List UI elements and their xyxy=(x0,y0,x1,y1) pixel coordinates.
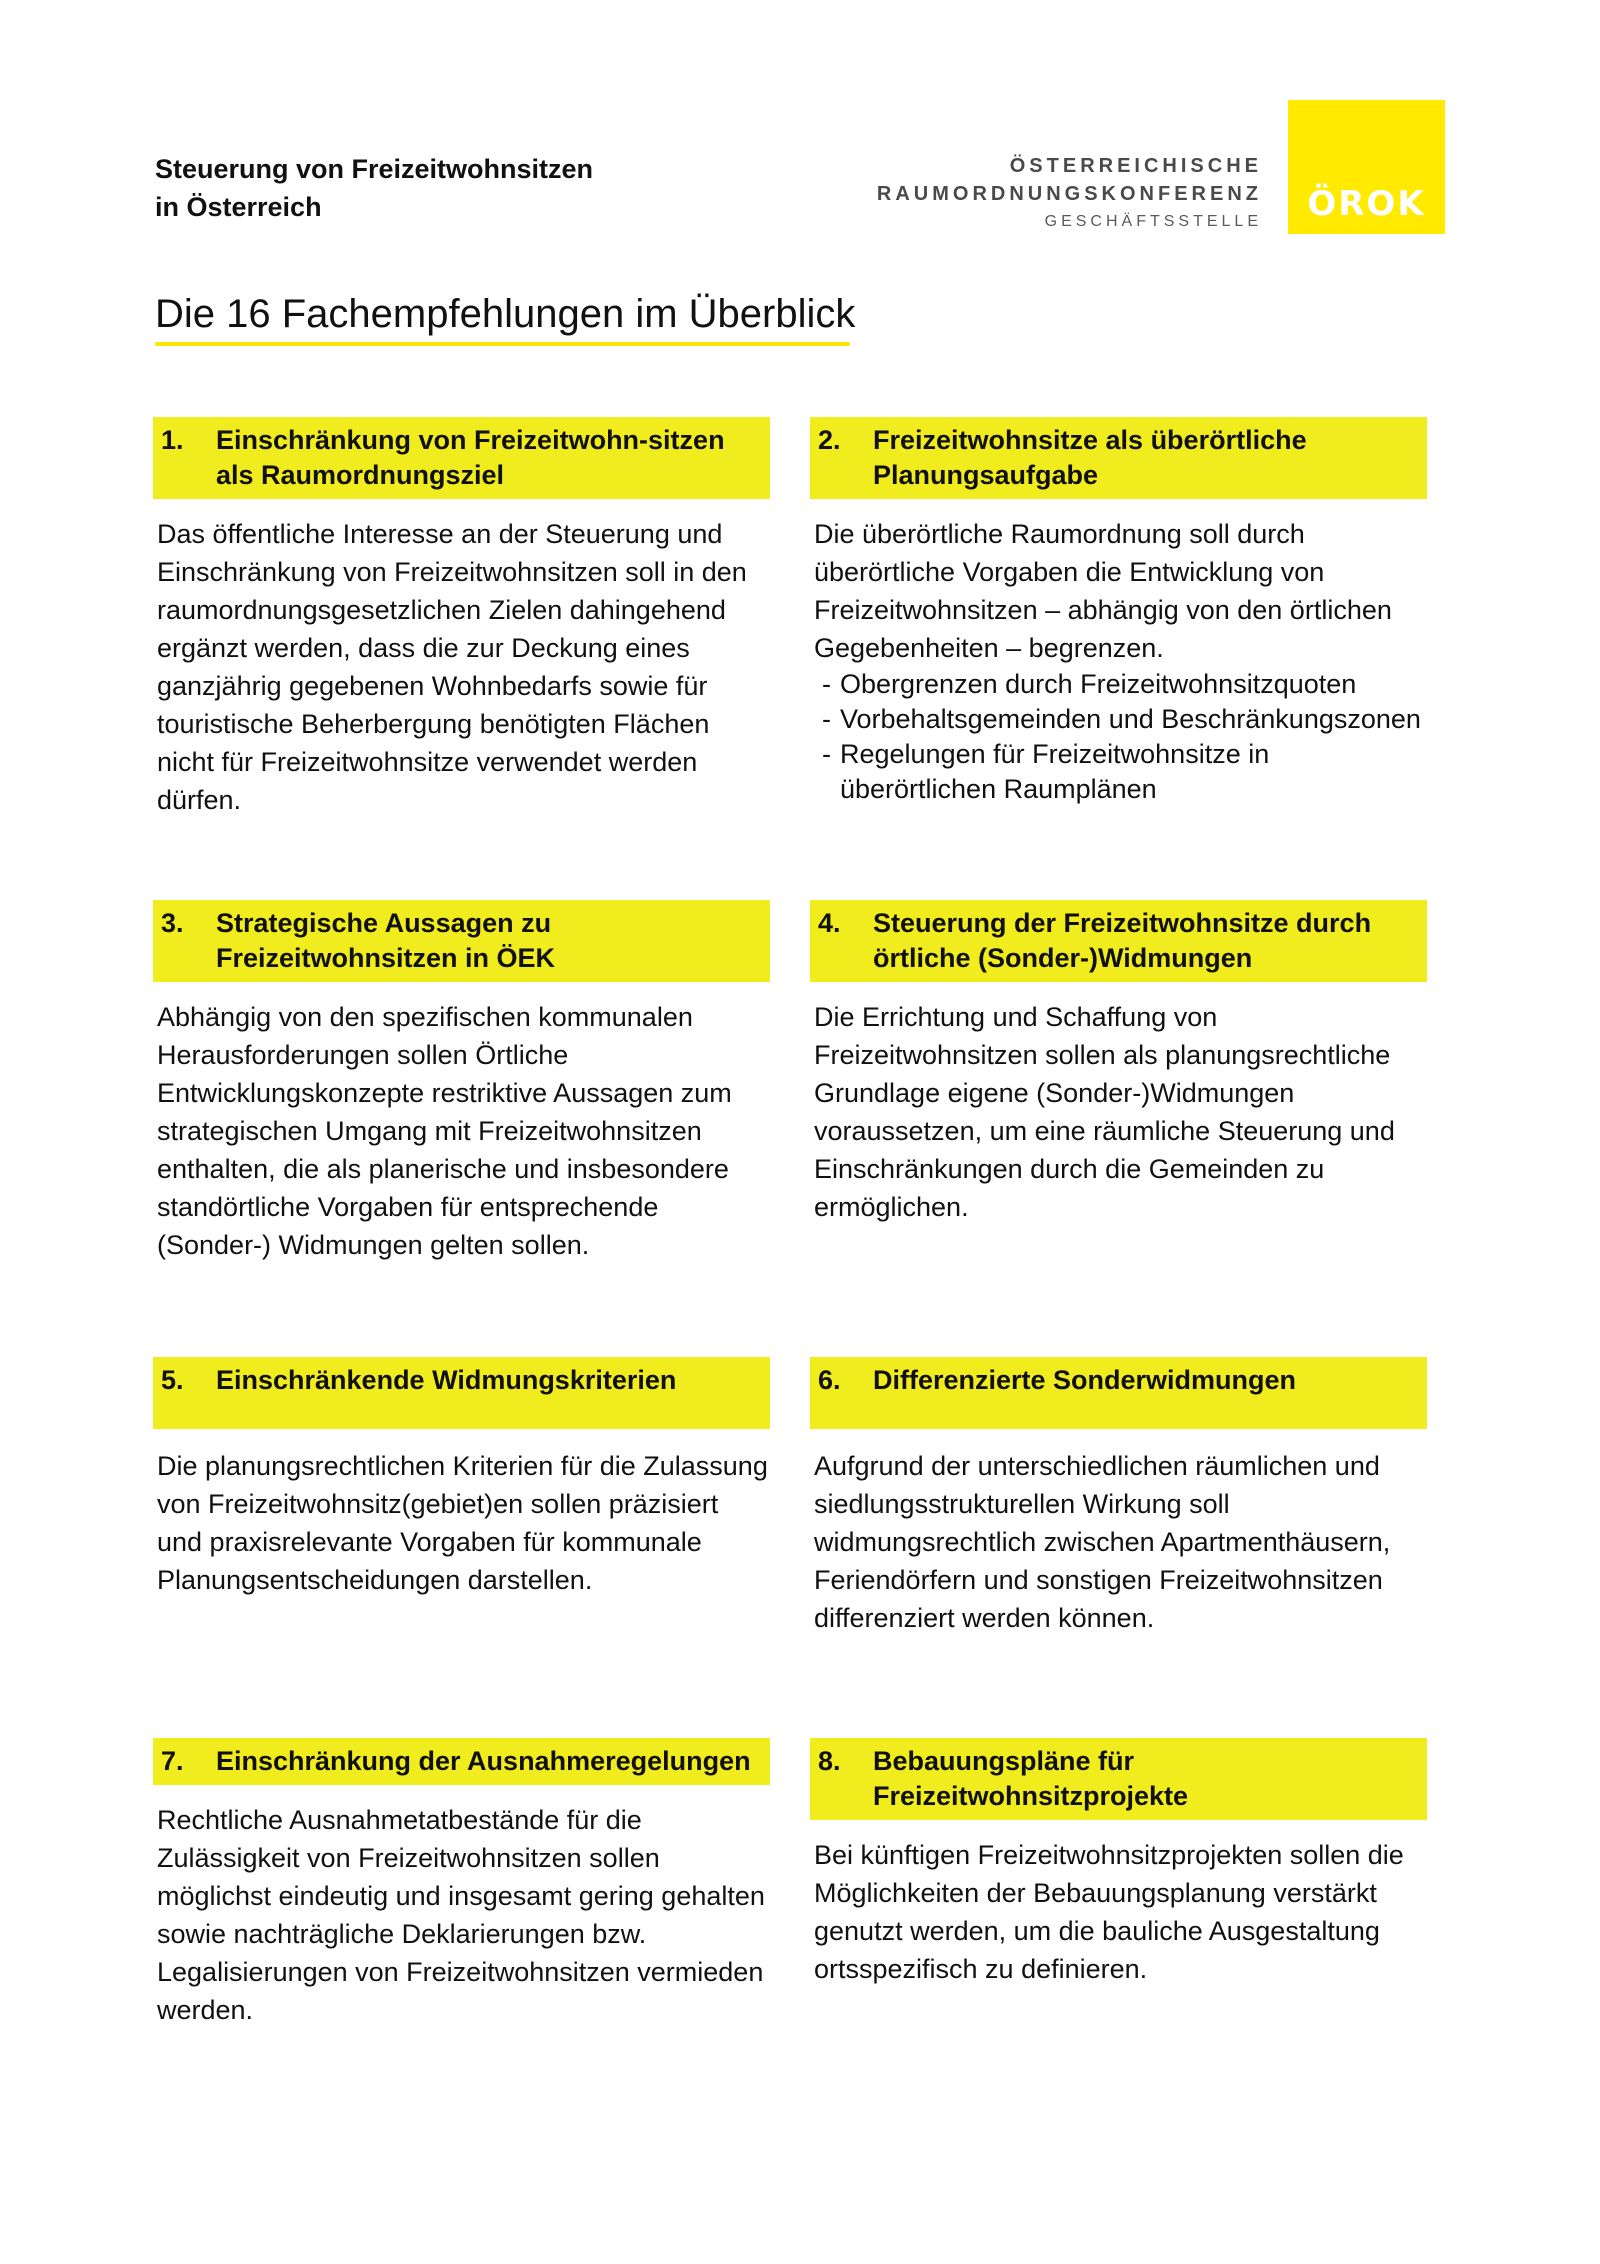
org-name-line-3: GESCHÄFTSSTELLE xyxy=(1044,213,1262,230)
card-title: Strategische Aussagen zu Freizeitwohnsitzen in ÖEK xyxy=(216,908,556,973)
card-text: Abhängig von den spezifischen kommunalen Herausforderungen sollen Örtliche Entwicklungskonzepte restriktive Aussagen zum strategischen Umgang mit Freizeitwohnsitzen enthalten, die als planerische und insbesondere standörtliche Vorgaben für entsprechende (Sonder-) Widmungen gelten sollen. xyxy=(157,1002,732,1260)
card-title: Einschränkung von Freizeitwohn-sitzen als Raumordnungsziel xyxy=(216,425,725,490)
recommendation-card-2 xyxy=(810,417,1427,807)
card-header xyxy=(810,1357,1427,1429)
card-text: Aufgrund der unterschiedlichen räumlichen und siedlungsstrukturellen Wirkung soll widmungsrechtlich zwischen Apartmenthäusern, Feriendörfern und sonstigen Freizeitwohnsitzen differenziert werden können. xyxy=(814,1451,1391,1633)
card-bullet-list xyxy=(814,667,1427,807)
card-header xyxy=(810,1738,1427,1820)
card-title: Steuerung der Freizeitwohnsitze durch örtliche (Sonder-)Widmungen xyxy=(873,908,1372,973)
card-number: 1. xyxy=(161,425,184,455)
card-number: 8. xyxy=(818,1746,841,1776)
recommendation-card-3 xyxy=(153,900,770,1264)
list-item: - Obergrenzen durch Freizeitwohnsitzquoten xyxy=(814,667,1427,702)
card-text: Bei künftigen Freizeitwohnsitzprojekten sollen die Möglichkeiten der Bebauungsplanung verstärkt genutzt werden, um die bauliche Ausgestaltung ortsspezifisch zu definieren. xyxy=(814,1840,1404,1984)
card-title: Bebauungspläne für Freizeitwohnsitzprojekte xyxy=(873,1746,1189,1811)
org-name-line-2: RAUMORDNUNGSKONFERENZ xyxy=(876,183,1262,205)
orok-logo xyxy=(1288,100,1445,234)
list-item: - Vorbehaltsgemeinden und Beschränkungszonen xyxy=(814,702,1427,737)
card-header xyxy=(153,1738,770,1785)
card-number: 4. xyxy=(818,908,841,938)
card-number: 3. xyxy=(161,908,184,938)
card-title: Freizeitwohnsitze als überörtliche Planungsaufgabe xyxy=(873,425,1307,490)
card-text: Die Errichtung und Schaffung von Freizeitwohnsitzen sollen als planungsrechtliche Grundlage eigene (Sonder-)Widmungen voraussetzen, um eine räumliche Steuerung und Einschränkungen durch die Gemeinden zu ermöglichen. xyxy=(814,1002,1395,1222)
recommendation-card-1 xyxy=(153,417,770,819)
card-body xyxy=(153,1447,770,1599)
card-body xyxy=(153,515,770,819)
card-body xyxy=(153,998,770,1264)
card-title: Einschränkung der Ausnahmeregelungen xyxy=(216,1746,751,1776)
heading-underline xyxy=(155,342,850,346)
recommendation-card-8 xyxy=(810,1738,1427,1988)
main-heading: Die 16 Fachempfehlungen im Überblick xyxy=(155,292,856,336)
document-title-line-1: Steuerung von Freizeitwohnsitzen xyxy=(155,154,594,184)
list-item: - Regelungen für Freizeitwohnsitze in überörtlichen Raumplänen xyxy=(814,737,1427,807)
card-header xyxy=(153,900,770,982)
recommendation-card-6 xyxy=(810,1357,1427,1637)
card-body xyxy=(810,515,1427,807)
card-number: 7. xyxy=(161,1746,184,1776)
card-title: Einschränkende Widmungskriterien xyxy=(216,1365,677,1395)
recommendation-card-7 xyxy=(153,1738,770,2029)
card-header xyxy=(810,900,1427,982)
card-number: 6. xyxy=(818,1365,841,1395)
card-header xyxy=(153,417,770,499)
recommendation-card-4 xyxy=(810,900,1427,1226)
document-title xyxy=(155,150,675,226)
card-body xyxy=(153,1801,770,2029)
card-header xyxy=(153,1357,770,1429)
card-title: Differenzierte Sonderwidmungen xyxy=(873,1365,1297,1395)
organization-name xyxy=(877,152,1262,236)
card-number: 5. xyxy=(161,1365,184,1395)
card-text: Die überörtliche Raumordnung soll durch überörtliche Vorgaben die Entwicklung von Freizeitwohnsitzen – abhängig von den örtlichen Gegebenheiten – begrenzen. xyxy=(814,519,1392,663)
card-number: 2. xyxy=(818,425,841,455)
logo-text: ÖROK xyxy=(1307,184,1426,224)
card-body xyxy=(810,998,1427,1226)
org-name-line-1: ÖSTERREICHISCHE xyxy=(1009,155,1262,177)
card-text: Rechtliche Ausnahmetatbestände für die Zulässigkeit von Freizeitwohnsitzen sollen möglichst eindeutig und insgesamt gering gehalten sowie nachträgliche Deklarierungen bzw. Legalisierungen von Freizeitwohnsitzen vermieden werden. xyxy=(157,1805,765,2025)
document-title-line-2: in Österreich xyxy=(155,192,322,222)
recommendation-card-5 xyxy=(153,1357,770,1599)
card-body xyxy=(810,1836,1427,1988)
card-text: Das öffentliche Interesse an der Steuerung und Einschränkung von Freizeitwohnsitzen soll in den raumordnungsgesetzlichen Zielen dahingehend ergänzt werden, dass die zur Deckung eines ganzjährig gegebenen Wohnbedarfs sowie für touristische Beherbergung benötigten Flächen nicht für Freizeitwohnsitze verwendet werden dürfen. xyxy=(157,519,747,815)
card-body xyxy=(810,1447,1427,1637)
card-header xyxy=(810,417,1427,499)
card-text: Die planungsrechtlichen Kriterien für die Zulassung von Freizeitwohnsitz(gebiet)en sollen präzisiert und praxisrelevante Vorgaben für kommunale Planungsentscheidungen darstellen. xyxy=(157,1451,768,1595)
